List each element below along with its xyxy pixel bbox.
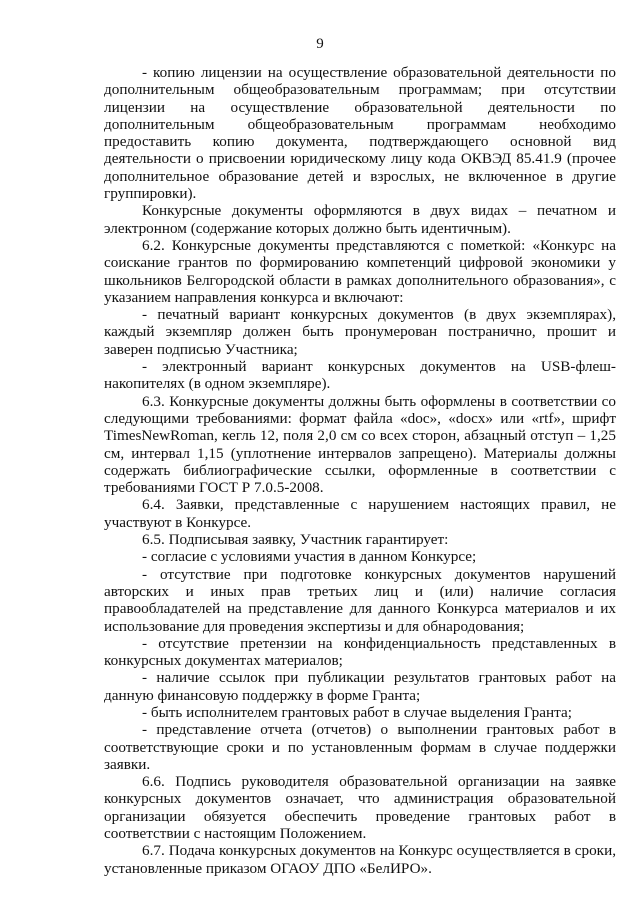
paragraph-6-5: 6.5. Подписывая заявку, Участник гарантирует: [142,531,449,549]
list-item-publication-references: - наличие ссылок при публикации результатов грантовых работ на данную финансовую поддержку в форме Гранта; [104,669,616,704]
paragraph-6-6: 6.6. Подпись руководителя образовательной организации на заявке конкурсных документов означает, что администрация образовательной организации обязуется обеспечить проведение грантовых работ в соответствии с настоящим Положением. [104,773,616,843]
paragraph-license-copy: - копию лицензии на осуществление образовательной деятельности по дополнительным общеобразовательным программам; при отсутствии лицензии на осуществление образовательной деятельности по дополнительным общеобразовательным программам необходимо предоставить копию документа, подтверждающего основной вид деятельности о присвоении юридическому лицу кода ОКВЭД 85.41.9 (прочее дополнительное образование детей и взрослых, не включенное в другие группировки). [104,64,616,203]
document-body [104,64,616,877]
paragraph-6-3: 6.3. Конкурсные документы должны быть оформлены в соответствии со следующими требованиями: формат файла «doc», «docx» или «rtf», шрифт TimesNewRoman, кегль 12, поля 2,0 см со всех сторон, абзацный отступ – 1,25 см, интервал 1,15 (уплотнение интервалов запрещено). Материалы должны содержать библиографические ссылки, оформленные в соответствии с требованиями ГОСТ Р 7.0.5-2008. [104,392,616,497]
paragraph-printed-version: - печатный вариант конкурсных документов (в двух экземплярах), каждый экземпляр должен быть пронумерован постранично, прошит и заверен подписью Участника; [104,306,616,358]
list-item-no-violations: - отсутствие при подготовке конкурсных документов нарушений авторских и иных прав третьих лиц и (или) наличие согласия правообладателей на представление для данного Конкурса материалов и их использование для проведения экспертизы и для обнародования; [104,565,616,635]
paragraph-electronic-version: - электронный вариант конкурсных документов на USB-флеш-накопителях (в одном экземпляре). [104,358,616,393]
paragraph-6-7: 6.7. Подача конкурсных документов на Конкурс осуществляется в сроки, установленные приказом ОГАОУ ДПО «БелИРО». [104,842,616,877]
list-item-reports: - представление отчета (отчетов) о выполнении грантовых работ в соответствующие сроки и по установленным формам в случае поддержки заявки. [104,721,616,773]
paragraph-6-4: 6.4. Заявки, представленные с нарушением настоящих правил, не участвуют в Конкурсе. [104,496,616,531]
list-item-grant-executor: - быть исполнителем грантовых работ в случае выделения Гранта; [142,703,572,721]
paragraph-document-forms: Конкурсные документы оформляются в двух видах – печатном и электронном (содержание которых должно быть идентичным). [104,202,616,237]
list-item-no-confidentiality-claim: - отсутствие претензии на конфиденциальность представленных в конкурсных документах материалов; [104,634,616,670]
paragraph-6-2: 6.2. Конкурсные документы представляются с пометкой: «Конкурс на соискание грантов по формированию компетенций цифровой экономики у школьников Белгородской области в рамках дополнительного образования», с указанием направления конкурса и включают: [104,236,616,306]
list-item-consent: - согласие с условиями участия в данном Конкурсе; [142,548,477,566]
page-number: 9 [316,36,324,52]
